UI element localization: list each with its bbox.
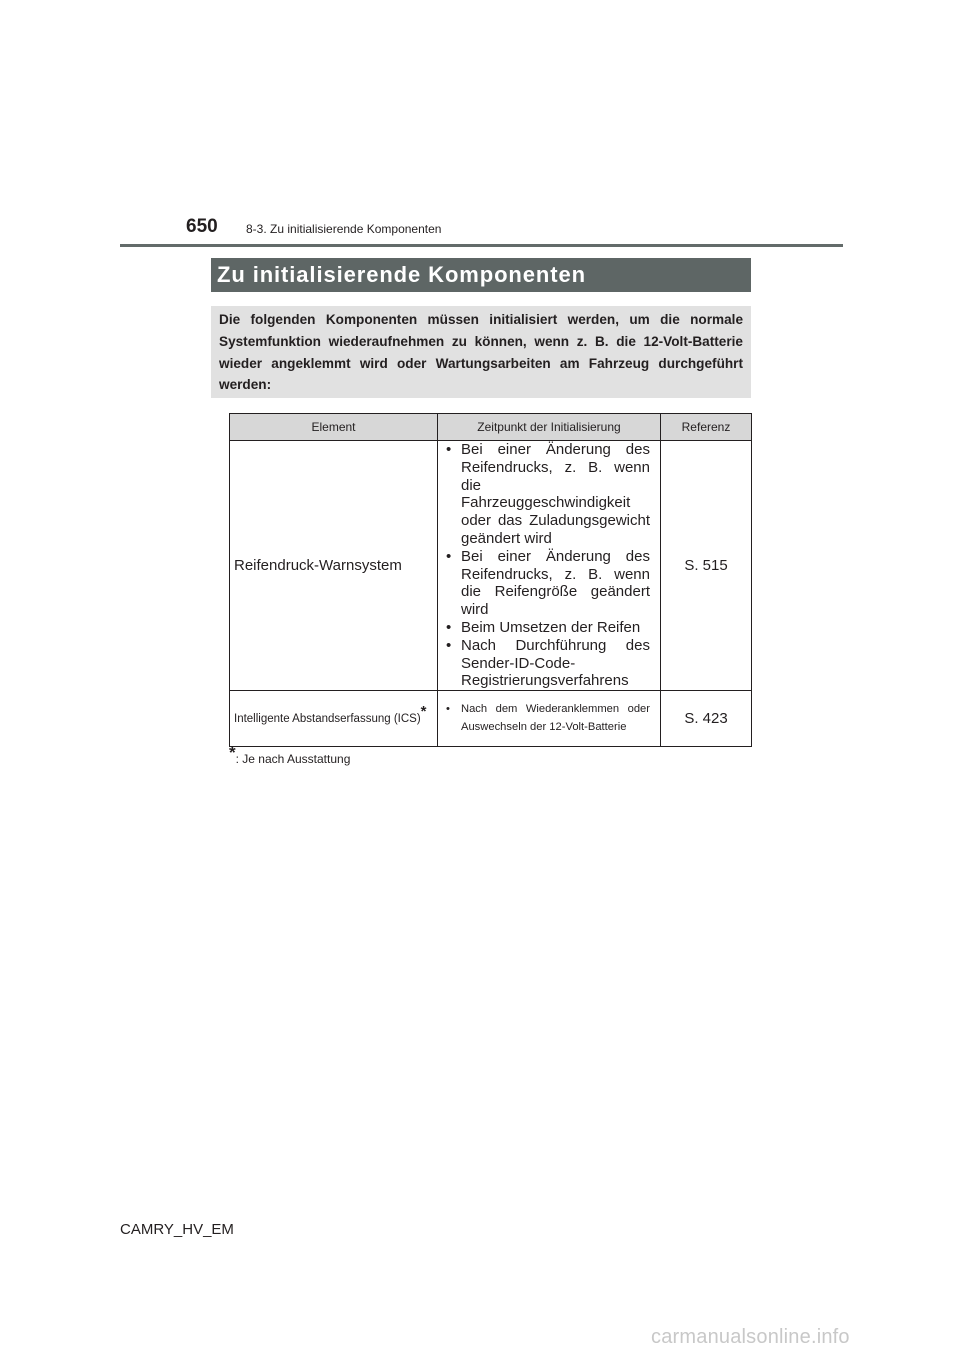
table-header-row [230,414,752,441]
element-cell [230,441,438,691]
watermark: carmanualsonline.info [651,1326,850,1348]
footnote-marker: * [229,743,236,762]
element-label: Reifendruck-Warnsystem [234,557,402,575]
timing-list [438,701,660,736]
element-cell [230,691,438,747]
footnote [229,743,351,769]
element-label: Intelligente Abstandserfassung (ICS) [234,712,421,725]
column-header-element: Element [230,414,438,441]
header-rule [120,244,843,247]
list-item: • Nach dem Wiederanklemmen oder Auswechseln der 12-Volt-Batterie [446,701,650,736]
section-title: Zu initialisierende Komponenten [217,262,586,287]
reference-link[interactable]: S. 515 [684,557,728,575]
column-header-reference: Referenz [661,414,752,441]
column-header-timing: Zeitpunkt der Initialisierung [438,414,661,441]
list-item: • Beim Umsetzen der Reifen [446,619,650,637]
model-code: CAMRY_HV_EM [120,1221,234,1238]
reference-cell [661,691,752,747]
timing-cell [438,691,661,747]
timing-cell [438,441,661,691]
page-number: 650 [186,216,218,237]
intro-box [211,306,751,398]
timing-list [438,441,660,690]
list-item: • Bei einer Änderung des Reifendrucks, z. B. wenn die Reifengröße geändert wird [446,548,650,619]
list-item: • Bei einer Änderung des Reifendrucks, z. B. wenn die Fahrzeuggeschwindigkeit oder das Zuladungsgewicht geändert wird [446,441,650,548]
footnote-marker: * [420,702,427,720]
reference-link[interactable]: S. 423 [684,710,728,728]
list-item: • Nach Durchführung des Sender-ID-Code-Registrierungsverfahrens [446,637,650,690]
intro-text: Die folgenden Komponenten müssen initialisiert werden, um die normale Systemfunktion wiederaufnehmen zu können, wenn z. B. die 12-Volt-Batterie wieder angeklemmt wird oder Wartungsarbeiten am Fahrzeug durchgeführt werden: [219,312,743,393]
running-head: 8-3. Zu initialisierende Komponenten [246,222,442,236]
reference-cell [661,441,752,691]
footnote-text: : Je nach Ausstattung [235,752,351,766]
table-row [230,691,752,747]
table-row [230,441,752,691]
initialization-table [229,413,752,747]
section-title-bar [211,258,751,292]
